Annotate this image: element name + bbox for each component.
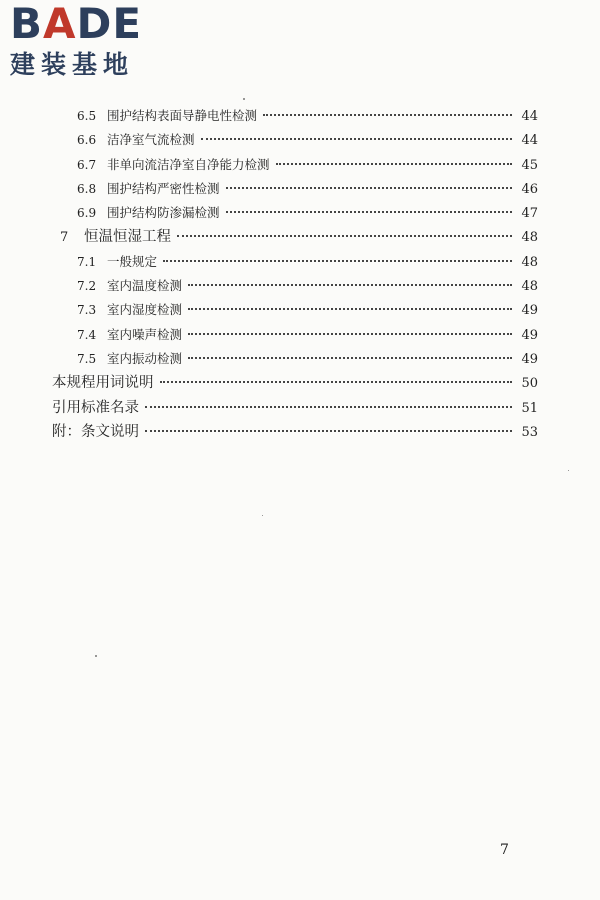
dot-leader bbox=[160, 381, 513, 383]
toc-chapter-number: 7 bbox=[60, 230, 69, 246]
page-number: 7 bbox=[500, 842, 509, 858]
dot-leader bbox=[201, 138, 512, 140]
toc-entry-number: 6.7 bbox=[77, 157, 97, 172]
toc-entry-page: 46 bbox=[521, 181, 538, 197]
toc-entry-title: 室内温度检测 bbox=[107, 278, 183, 294]
dot-leader bbox=[188, 284, 512, 286]
toc-entry-terms[interactable] bbox=[52, 371, 538, 395]
toc-entry-6-6[interactable] bbox=[52, 128, 538, 152]
toc-entry-title: 室内噪声检测 bbox=[107, 326, 183, 342]
toc-entry-title: 引用标准名录 bbox=[52, 399, 139, 416]
dot-leader bbox=[226, 211, 512, 213]
logo-wordmark: BADE bbox=[10, 0, 143, 48]
toc-entry-appendix[interactable] bbox=[52, 420, 538, 444]
toc-entry-references[interactable] bbox=[52, 396, 538, 420]
toc-entry-7-1[interactable] bbox=[52, 250, 538, 274]
scan-speck bbox=[262, 515, 263, 516]
table-of-contents bbox=[52, 104, 538, 444]
toc-entry-page: 53 bbox=[521, 424, 538, 440]
toc-entry-page: 44 bbox=[521, 109, 538, 124]
scan-speck bbox=[95, 655, 97, 657]
toc-entry-title: 围护结构防渗漏检测 bbox=[107, 205, 220, 221]
toc-entry-number: 6.8 bbox=[77, 181, 97, 196]
dot-leader bbox=[276, 163, 512, 165]
toc-entry-title: 一般规定 bbox=[107, 253, 158, 269]
toc-entry-number: 7.5 bbox=[77, 351, 97, 366]
toc-entry-number: 6.5 bbox=[77, 109, 97, 123]
toc-entry-page: 47 bbox=[521, 206, 538, 222]
scan-speck bbox=[568, 470, 569, 471]
toc-entry-number: 7.1 bbox=[77, 254, 97, 269]
toc-entry-7-2[interactable] bbox=[52, 274, 538, 298]
toc-entry-7-4[interactable] bbox=[52, 323, 538, 347]
toc-entry-page: 44 bbox=[521, 133, 538, 149]
dot-leader bbox=[263, 114, 512, 116]
toc-entry-6-8[interactable] bbox=[52, 177, 538, 201]
dot-leader bbox=[145, 406, 512, 408]
dot-leader bbox=[188, 357, 512, 359]
toc-entry-number: 7.4 bbox=[77, 327, 97, 342]
toc-entry-7[interactable] bbox=[52, 225, 538, 249]
toc-entry-title: 洁净室气流检测 bbox=[107, 132, 195, 148]
toc-entry-number: 6.6 bbox=[77, 133, 97, 148]
toc-entry-page: 48 bbox=[521, 254, 538, 270]
toc-entry-page: 51 bbox=[521, 400, 538, 416]
toc-entry-title: 非单向流洁净室自净能力检测 bbox=[107, 156, 270, 172]
dot-leader bbox=[188, 333, 512, 335]
toc-entry-page: 48 bbox=[521, 279, 538, 295]
toc-entry-7-5[interactable] bbox=[52, 347, 538, 371]
toc-entry-page: 50 bbox=[521, 376, 538, 392]
dot-leader bbox=[226, 187, 512, 189]
toc-entry-page: 49 bbox=[521, 303, 538, 319]
bade-logo bbox=[10, 2, 180, 84]
toc-entry-6-7[interactable] bbox=[52, 153, 538, 177]
toc-entry-page: 45 bbox=[521, 157, 538, 173]
toc-entry-page: 49 bbox=[521, 351, 538, 367]
toc-entry-number: 7.2 bbox=[77, 279, 97, 294]
toc-entry-title: 附：条文说明 bbox=[52, 423, 139, 440]
toc-entry-number: 6.9 bbox=[77, 206, 97, 221]
toc-entry-6-9[interactable] bbox=[52, 201, 538, 225]
toc-entry-title: 围护结构严密性检测 bbox=[107, 180, 220, 196]
toc-chapter-title: 恒温恒湿工程 bbox=[84, 229, 171, 246]
dot-leader bbox=[188, 308, 512, 310]
toc-entry-title: 围护结构表面导静电性检测 bbox=[107, 108, 258, 123]
toc-entry-title: 本规程用词说明 bbox=[52, 375, 154, 392]
dot-leader bbox=[163, 260, 512, 262]
dot-leader bbox=[177, 235, 512, 237]
toc-entry-title: 室内振动检测 bbox=[107, 350, 183, 366]
dot-leader bbox=[145, 430, 512, 432]
scan-speck bbox=[243, 98, 245, 100]
toc-entry-page: 48 bbox=[521, 230, 538, 246]
toc-entry-number: 7.3 bbox=[77, 303, 97, 318]
toc-entry-page: 49 bbox=[521, 327, 538, 343]
toc-entry-7-3[interactable] bbox=[52, 298, 538, 322]
toc-entry-title: 室内湿度检测 bbox=[107, 302, 183, 318]
toc-entry-6-5[interactable] bbox=[52, 104, 538, 128]
logo-subtitle: 建装基地 bbox=[10, 50, 135, 79]
